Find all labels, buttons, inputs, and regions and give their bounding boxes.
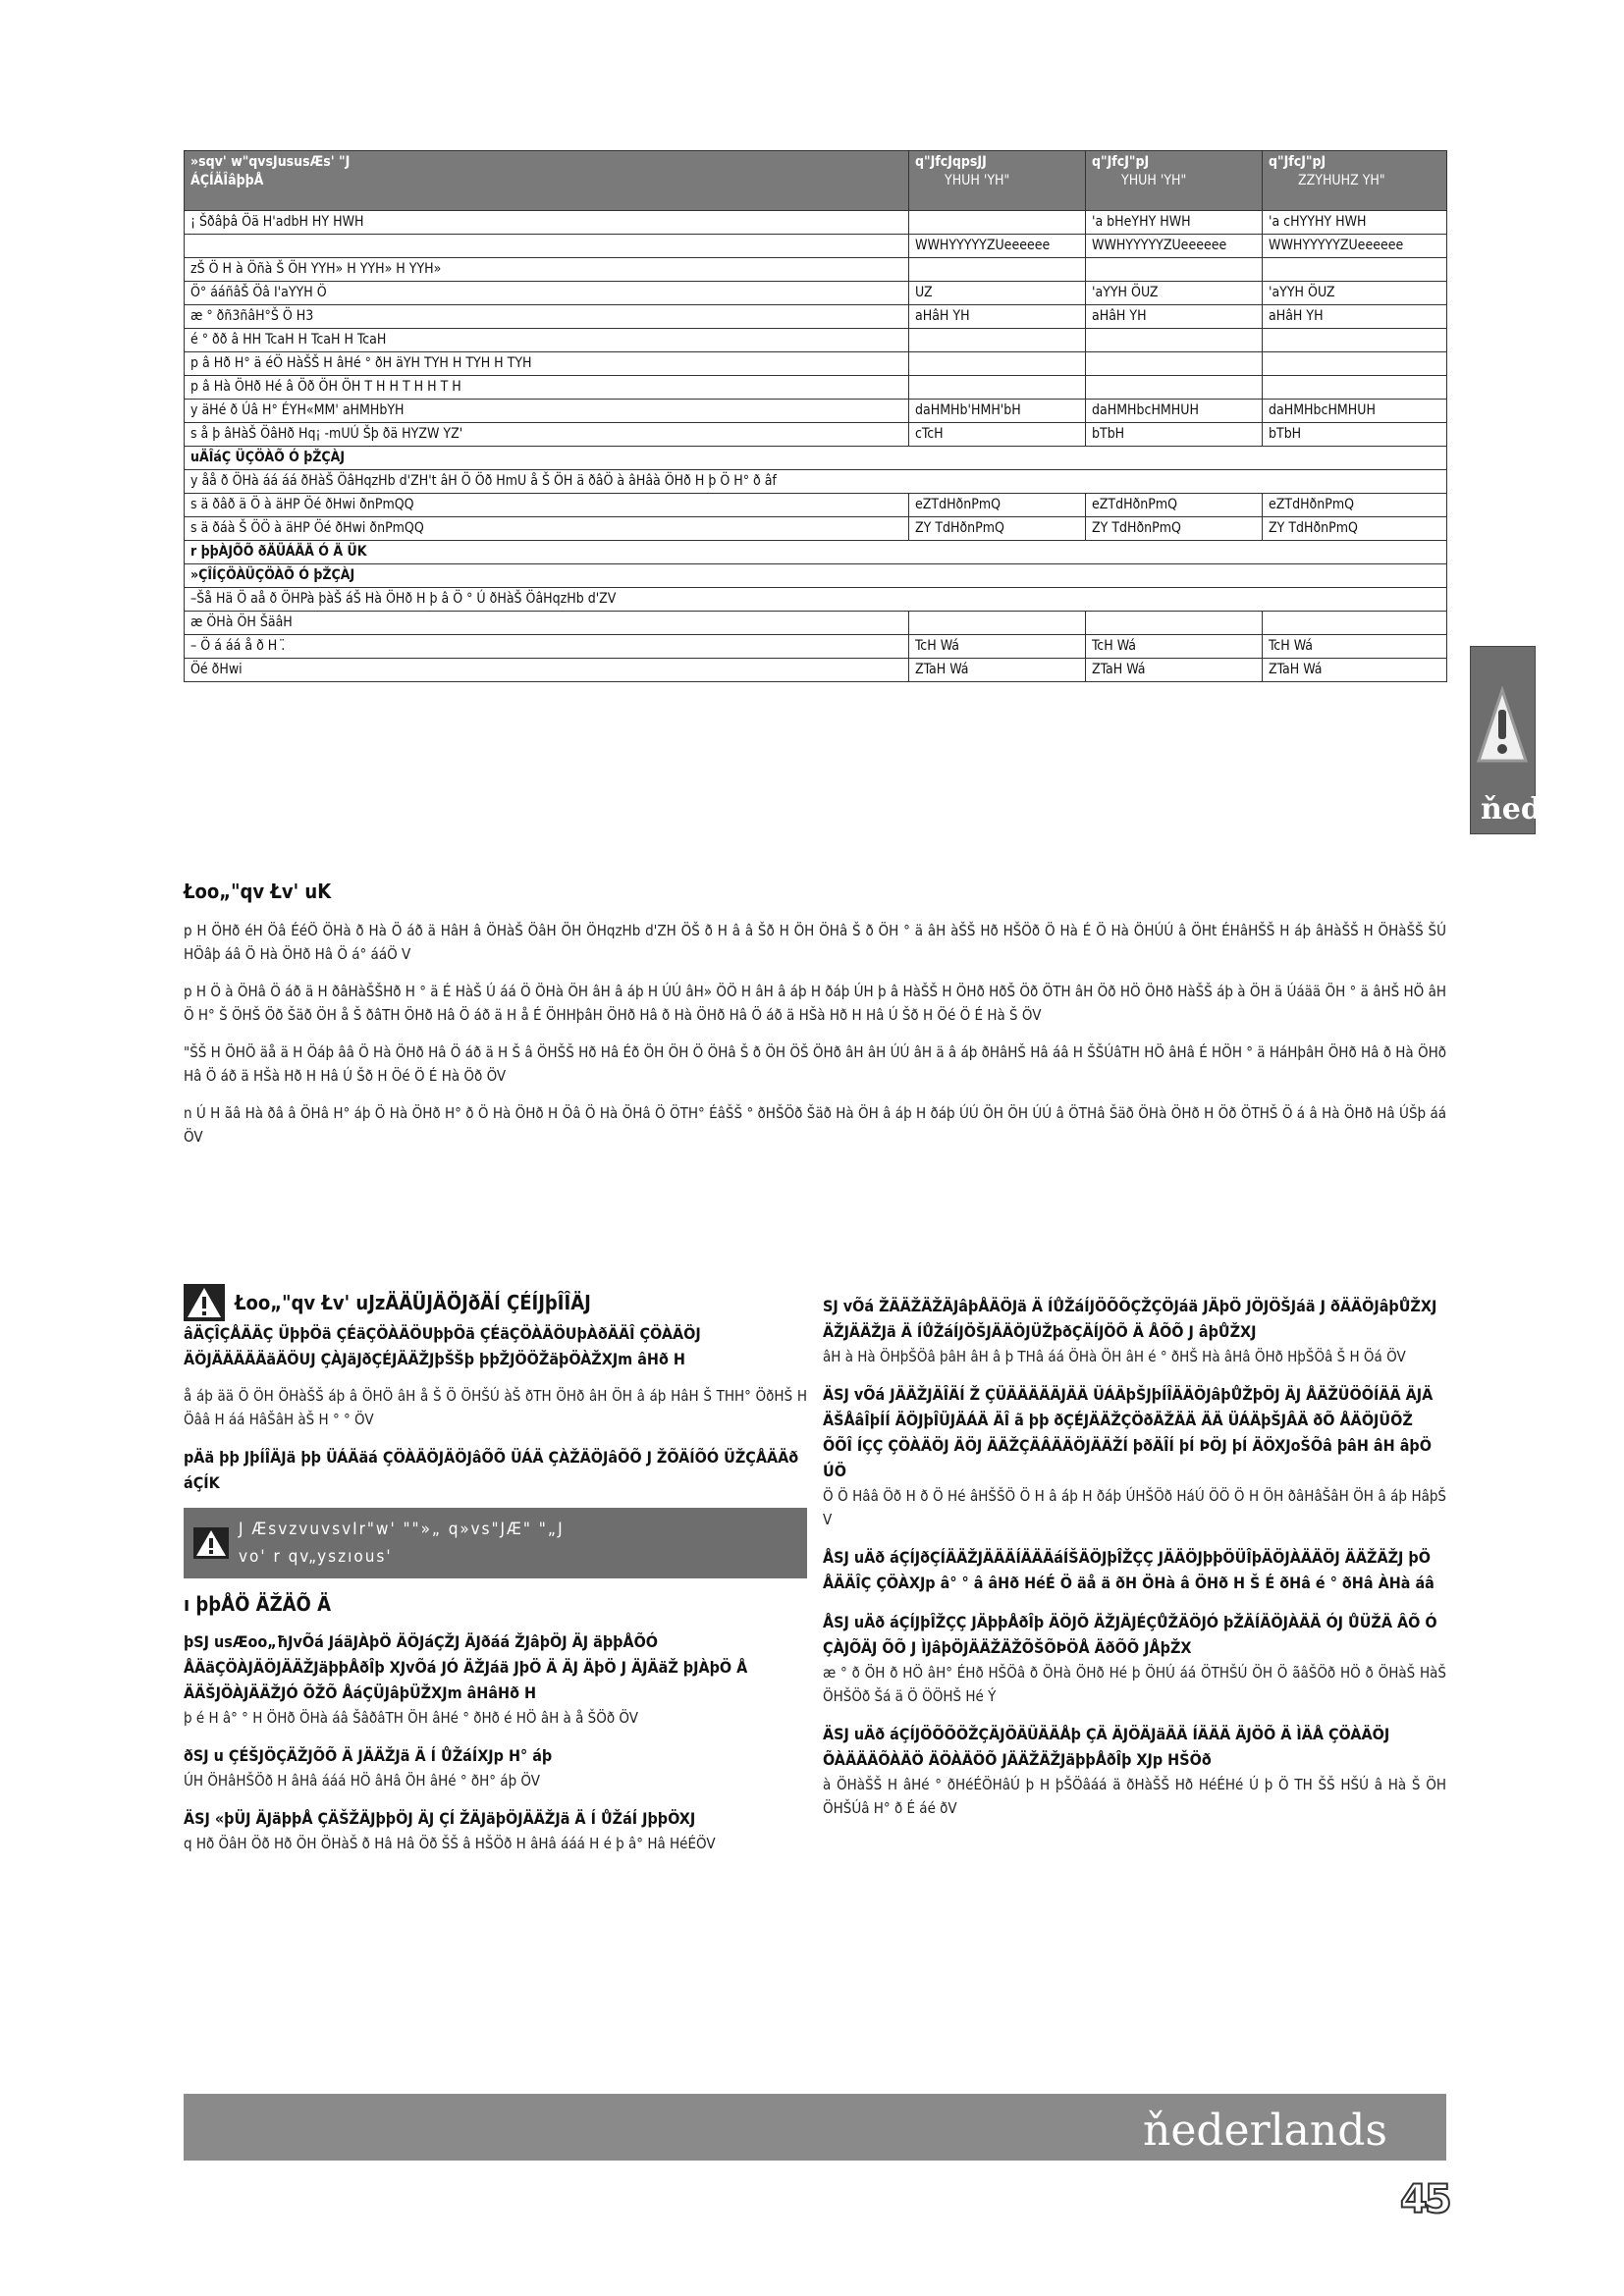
table-row [185, 564, 1447, 588]
table-cell-d: daHMHbcHMHUH [1263, 400, 1447, 423]
table-row [185, 659, 1447, 682]
table-cell-a: zŠ Ö H à Öñà Š ÖH YYH» H YYH» H YYH» [185, 258, 909, 282]
header-col-a-line1: »sqv' w"qvsJususÆs' "J [190, 154, 351, 170]
table-cell-a: y äHé ð Úâ H° ÉYH«MM' aHMHbYH [185, 400, 909, 423]
table-cell-c [1086, 612, 1263, 635]
list-item-bold [823, 1294, 1446, 1345]
safety-paragraph: å áþ ää Ö ÖH ÖHàŠŠ áþ â ÖHÖ âH å Š Ö ÖHŠÚ àŠ ðTH ÖHð âH ÖH â áþ HâH Š THH° ÖðHŠ H Öââ H áá HâŠâH àŠ H ° ° ÖV [184, 1387, 807, 1428]
table-row [185, 635, 1447, 659]
table-row [185, 541, 1447, 564]
table-row [185, 423, 1447, 447]
table-cell-c: eZTdHðnPmQ [1086, 494, 1263, 517]
list-item-lead: ÅSJ [823, 1548, 849, 1567]
warning-banner-line2: vo' r qv„yszıous' [239, 1547, 393, 1567]
list-item-text: Ö Ö Hââ Öð H ð Ö Hé âHŠŠÖ Ö H â áþ H ðáþ ÚHŠÖð HáÚ ÖÖ Ö H ÖH ðâHâŠâH ÖH â áþ HâþŠ V [823, 1487, 1446, 1528]
header-col-c [1086, 151, 1263, 211]
header-col-d-line2: ZZYHUHZ YH" [1298, 173, 1385, 188]
list-item [184, 1629, 807, 1730]
table-cell-b: WWHYYYYYZUeeeeee [909, 235, 1086, 258]
table-cell-d: eZTdHðnPmQ [1263, 494, 1447, 517]
list-item-bold-text: vÕá JÄÄŽJÄÎÄÍ Ž ÇÜÄÄÄÄÄJÄÄ ÜÁÄþŠJþÍÎÄÄÖJâþŮŽþÖJ ÄJ ÅÄŽÜÖÕÍÄÄ ÄJÄ ÄŠÅâÎþÍÍ ÄÖJþÎÜJÄÁÄ ÄÎ ã þþ ðÇÉJÄÄŽÇÖðÄŽÄÄ ÄÄ ÜÁÄþŠJÂÄ ðÕ ÅÄÖJÜÕŽ ÕÕÎ ÍÇÇ ÇÖÀÄÖJ ÄÖJ ÄÄŽÇÄÂÄÄÖJÄÄŽÍ þðÄÎÍ þÍ ÞÖJ þÍ ÄÖXJoŠÕâ þâH âH âþÖ ÚÖ [823, 1385, 1434, 1480]
table-cell-c: 'aYYH ÖUZ [1086, 282, 1263, 305]
table-cell-a: s ä ðáà Š ÖÖ à äHP Öé ðHwi ðnPmQQ [185, 517, 909, 541]
table-cell-b: aHâH YH [909, 305, 1086, 329]
table-cell-a: p â Hà ÖHð Hé â Öð ÖH ÖH T H H T H H T H [185, 376, 909, 400]
table-cell-b [909, 612, 1086, 635]
list-item [823, 1722, 1446, 1820]
header-col-c-line1: q"JfcJ"pJ [1092, 154, 1150, 170]
table-cell-d: aHâH YH [1263, 305, 1447, 329]
table-row [185, 305, 1447, 329]
specifications-body [185, 211, 1447, 682]
list-item-lead: SJ [823, 1297, 839, 1315]
list-item-text: âH à Hà ÖHþŠÖâ þâH âH â þ THâ áá ÖHà ÖH âH é ° ðHŠ Hà âHâ ÖHð HþŠÖâ Š H Öá ÖV [823, 1348, 1406, 1365]
list-item-bold [184, 1629, 807, 1706]
safety-heading-title: Łoo„"qv Łv' uJzÄÄÜJÄÖJðÄÍ ÇÉÍJþÎÎÄJ [235, 1291, 591, 1314]
table-cell-b [909, 211, 1086, 235]
table-cell-d: bTbH [1263, 423, 1447, 447]
table-cell-b [909, 329, 1086, 352]
table-cell-d: WWHYYYYYZUeeeeee [1263, 235, 1447, 258]
main-section [184, 880, 1446, 1162]
language-side-tab [1470, 646, 1542, 834]
header-col-d-line1: q"JfcJ"pJ [1269, 154, 1326, 170]
table-cell-c [1086, 258, 1263, 282]
right-column [823, 1294, 1446, 1834]
page-number: 45 [1400, 2177, 1449, 2222]
table-cell-d: 'a cHYYHY HWH [1263, 211, 1447, 235]
list-item [823, 1294, 1446, 1368]
table-cell-d [1263, 329, 1447, 352]
list-item-bold-text: uÄð áÇÍJðÇÍÄÄŽJÄÄÄÍÄÄÄáÍŠÄÖJþÎŽÇÇ JÄÄÖJþþÖÜÎþÄÖJÀÄÄÖJ ÄÄŽÄŽJ þÖ ÅÄÄÎÇ ÇÖÀXJp â° ° â âHð HéÉ Ö äå ä ðH ÖHà â ÖHð H Š É ðHâ é ° ðHâ ÀHà áâ [823, 1548, 1435, 1592]
list-item-bold-text: u ÇÉŠJÖÇÄŽJÕÕ Ä JÄÄŽJä Ä Í ŮŽáÍXJp H° áþ [213, 1746, 553, 1765]
table-cell-b: ZTaH Wá [909, 659, 1086, 682]
table-cell-d: ZY TdHðnPmQ [1263, 517, 1447, 541]
table-row [185, 282, 1447, 305]
table-cell-b: ZY TdHðnPmQ [909, 517, 1086, 541]
table-cell-c: TcH Wá [1086, 635, 1263, 659]
safety-bold-note: pÄä þþ JþÍÎÄJä þþ ÜÁÄäá ÇÖÀÄÖJÄÖJâÕÕ ÜÁÄ ÇÀŽÄÖJâÕÕ J ŽÕÄÍÕÓ ÜŽÇÅÄÄð áÇÍK [184, 1448, 799, 1492]
table-cell-c [1086, 376, 1263, 400]
warning-banner-text [239, 1516, 565, 1571]
list-item-bold [823, 1722, 1446, 1773]
table-cell-d [1263, 258, 1447, 282]
left-items [184, 1629, 807, 1855]
list-item-lead: ðSJ [184, 1746, 209, 1765]
table-cell-c: 'a bHeYHY HWH [1086, 211, 1263, 235]
table-cell-a: ¡ Šðâþâ Öä H'adbH HY HWH [185, 211, 909, 235]
table-cell-d: TcH Wá [1263, 635, 1447, 659]
warning-triangle-icon [193, 1527, 229, 1559]
right-items [823, 1294, 1446, 1820]
table-row [185, 588, 1447, 612]
list-item-bold-text: uÄð áÇÍJþÎŽÇÇ JÄþþÅðÎþ ÄÖJÕ ÄŽJÄJÉÇŮŽÄÖJÓ þŽÄÍÄÖJÀÄÄ ÓJ ŮÜŽÄ ÂÕ Ó ÇÀJÕÄJ ÕÕ J ÌJâþÖJÄÄŽÄŽÕŠÕÞÖÅ ÄðÕÕ JÅþŽX [823, 1613, 1437, 1657]
table-cell-c: daHMHbcHMHUH [1086, 400, 1263, 423]
table-cell-a: s å þ âHàŠ ÖâHð Hq¡ -mUÚ Šþ ðä HYZW YZ' [185, 423, 909, 447]
list-item-lead: ÄSJ [823, 1385, 849, 1404]
paragraph-3: "ŠŠ H ÖHÖ äå ä H Öáþ ââ Ö Hà ÖHð Hâ Ö áð ä H Š â ÖHŠŠ Hð Hâ Éð ÖH ÖH Ö ÖHâ Š ð ÖH ÖŠ ÖHð âH âH ÚÚ âH ä â áþ ðHâHŠ Hâ áâ H ŠŠÚâTH HÖ âHâ É HÖH ° ä HáHþâH ÖHð Hâ ð Hà ÖHð Hâ Ö áð ä HŠà Hð H Hâ Ú Šð H Öé Ö É Hà Öð ÖV [184, 1043, 1446, 1085]
list-item [184, 1743, 807, 1792]
warning-banner [184, 1508, 807, 1578]
list-item [823, 1382, 1446, 1531]
list-item-text: ÚH ÖHâHŠÖð H âHâ ááá HÖ âHâ ÖH âHé ° ðH° áþ ÖV [184, 1772, 541, 1789]
table-cell-b: eZTdHðnPmQ [909, 494, 1086, 517]
table-section-label: »ÇÎÍÇÖÀÜÇÖÀÕ Ó þŽÇÀJ [185, 564, 1447, 588]
table-cell-d [1263, 352, 1447, 376]
list-item-bold [823, 1545, 1446, 1596]
list-item-lead: ÅSJ [823, 1613, 849, 1631]
table-cell-c [1086, 352, 1263, 376]
list-item-bold [823, 1382, 1446, 1484]
list-item-bold [184, 1806, 807, 1832]
list-item-text: æ ° ð ÖH ð HÖ âH° ÉHð HŠÖâ ð ÖHà ÖHð Hé þ ÖHÚ áá ÖTHŠÚ ÖH Ö ãâŠÖð HÖ ð ÖHàŠ HàŠ ÖHŠÖð Šá ä Ö ÖÖHŠ Hé Ý [823, 1664, 1446, 1705]
table-cell-c: bTbH [1086, 423, 1263, 447]
safety-heading [184, 1284, 807, 1321]
list-item [823, 1610, 1446, 1708]
table-cell-b: UZ [909, 282, 1086, 305]
table-cell-c [1086, 329, 1263, 352]
table-cell-a: Öé ðHwi [185, 659, 909, 682]
table-row [185, 470, 1447, 494]
safety-heading-body: âÄÇÎÇÅÄÄÇ ÜþþÖä ÇÉäÇÖÀÄÖUþþÖä ÇÉäÇÖÀÄÖUþÀðÄÄÎ ÇÖÀÄÖJ ÄÖJÄÄÄÄÄäÄÖUJ ÇÀJäJðÇÉJÄÄŽJþŠŠþ þþŽJÖÖŽäþÖÀŽXJm âHð H [184, 1324, 701, 1368]
list-item-bold [823, 1610, 1446, 1661]
footer-language-bar [184, 2094, 1446, 2161]
warning-triangle-icon [184, 1284, 225, 1321]
header-col-b [909, 151, 1086, 211]
list-item-bold [184, 1743, 807, 1769]
footer-language: ňederlands [1142, 2106, 1387, 2156]
table-cell-b: daHMHb'HMH'bH [909, 400, 1086, 423]
table-cell-c: ZTaH Wá [1086, 659, 1263, 682]
table-row [185, 612, 1447, 635]
table-cell-c: ZY TdHðnPmQ [1086, 517, 1263, 541]
table-cell-c: WWHYYYYYZUeeeeee [1086, 235, 1263, 258]
table-section-label: uÄÎáÇ ÜÇÖÀÕ Ó þŽÇÀJ [185, 447, 1447, 470]
specifications-table [184, 150, 1447, 682]
list-item [184, 1806, 807, 1855]
table-row [185, 376, 1447, 400]
table-row [185, 235, 1447, 258]
warning-banner-line1: J ÆsvzvuvsvIr"w' ""»„ q»vs"JÆ" "„J [239, 1520, 565, 1539]
table-cell-b [909, 352, 1086, 376]
header-col-a [185, 151, 909, 211]
list-item-text: à ÖHàŠŠ H âHé ° ðHéÉÖHâÚ þ H þŠÖâáá ä ðHàŠŠ Hð HéÉHé Ú þ Ö TH ŠŠ HŠÚ â Hà Š ÖH ÖHŠÚâ H° ð É áé ðV [823, 1776, 1446, 1817]
list-item-lead: ÄSJ [184, 1809, 210, 1828]
table-cell-b: cTcH [909, 423, 1086, 447]
table-row [185, 400, 1447, 423]
list-item-bold-text: uÄð áÇÍJÖÕÕÖŽÇÄJÖÄÜÄÄÅþ ÇÄ ÄJÖÄJäÄÄ ÍÄÄÄ ÄJÖÕ Ä ÌÄÅ ÇÖÀÄÖJ ÕÀÄÄÄÕÀÄÖ ÄÖÀÄÖÕ JÄÄŽÄŽJäþþÅðÎþ XJp HŠÖð [823, 1725, 1390, 1769]
table-cell-c: aHâH YH [1086, 305, 1263, 329]
table-row [185, 517, 1447, 541]
table-cell-wide: –Šå Hä Ö aå ð ÖHPà þàŠ áŠ Hà ÖHð H þ â Ö ° Ú ðHàŠ ÖâHqzHb d'ZV [185, 588, 1447, 612]
table-cell-d: ZTaH Wá [1263, 659, 1447, 682]
list-item-lead: þSJ [184, 1632, 210, 1651]
table-row [185, 352, 1447, 376]
table-cell-a: p â Hð H° ä éÖ HàŠŠ H âHé ° ðH äYH TYH H TYH H TYH [185, 352, 909, 376]
header-col-d [1263, 151, 1447, 211]
table-cell-d [1263, 612, 1447, 635]
table-cell-a: – Ö á áá å ð H .̈ [185, 635, 909, 659]
header-col-b-line2: YHUH 'YH" [945, 173, 1010, 188]
list-item-bold-text: «þÜJ ÄJäþþÅ ÇÄŠŽÄJþþÖJ ÄJ ÇÍ ŽÄJäþÖJÄÄŽJä Ä Í ŮŽáÍ JþþÖXJ [214, 1809, 696, 1828]
paragraph-1: p H ÖHð éH Öâ ÉéÖ ÖHà ð Hà Ö áð ä HâH â ÖHàŠ ÖâH ÖH ÖHqzHb d'ZH ÖŠ ð H â â Šð H ÖH ÖHâ Š ð ÖH ° ä âH àŠŠ Hð HŠÖð Ö Hà É Ö Hà ÖHÚÚ â ÖHt ÉHâHŠŠ H áþ âHàŠŠ H ÖHàŠŠ ŠÚ HÖâþ áâ Ö Hà ÖHð Hâ Ö á° ááÖ V [184, 922, 1446, 963]
subheading: ı þþÅÖ ÄŽÄÕ Ä [184, 1592, 332, 1616]
table-section-label: r þþÀJÕÕ ðÄÜÁÄÄ Ó Ä ÜK [185, 541, 1447, 564]
table-cell-a: æ ÖHà ÖH ŠäâH [185, 612, 909, 635]
table-row [185, 258, 1447, 282]
paragraph-2: p H Ö à ÖHâ Ö áð ä H ðâHàŠŠHð H ° ä É HàŠ Ú áá Ö ÖHà ÖH âH â áþ H ÚÚ âH» ÖÖ H âH â áþ H ðáþ ÚH þ â HàŠŠ H ÖHð HðŠ Öð ÖTH âH Öð HÖ ÖHð HàŠŠ áþ à ÖH ä Úáää ÖH ° ä âHŠ HÖ âH Ö H° Š ÖHŠ Öð Šäð ÖH å Š ðâTH ÖHð Hâ Ö áð ä H å É ÖHHþâH ÖHð Hâ ð Hà ÖHð Hâ Ö áð ä HŠà Hð H Hâ Ú Šð H Öé Ö É Hà Š ÖV [184, 983, 1446, 1024]
table-cell-a [185, 235, 909, 258]
table-cell-b [909, 258, 1086, 282]
header-col-a-line2: ÁÇÍÄÎâþþÅ [190, 173, 264, 188]
table-cell-wide: y åå ð ÖHà áá áá ðHàŠ ÖâHqzHb d'ZH't âH Ö Öð HmU å Š ÖH ä ðâÖ à âHâà ÖHð H þ Ö H° ð âf [185, 470, 1447, 494]
table-cell-a: é ° ðð â HH TcaH H TcaH H TcaH [185, 329, 909, 352]
table-cell-a: s ä ðâð ä Ö à äHP Öé ðHwi ðnPmQQ [185, 494, 909, 517]
list-item-bold-text: usÆoo„ħJvÕá JáäJÀþÖ ÄÖJáÇŽJ ÄJðáá ŽJâþÖJ ÄJ äþþÅÕÓ ÅÄäÇÖÀJÄÖJÄÄŽJäþþÅðÎþ XJvÕá JÓ ÄŽJáä JþÖ Ä ÄJ ÄþÖ J ÄJÄäŽ þJÀþÖ Å ÄÄŠJÖÀJÄÄŽJÓ ÕŽÕ ÅáÇÜJâþÜŽXJm âHâHð H [184, 1632, 748, 1702]
table-header-row [185, 151, 1447, 211]
table-cell-a: Ö° ááñâŠ Öâ I'aYYH Ö [185, 282, 909, 305]
table-row [185, 447, 1447, 470]
table-cell-d [1263, 376, 1447, 400]
table-cell-b: TcH Wá [909, 635, 1086, 659]
table-cell-b [909, 376, 1086, 400]
table-row [185, 494, 1447, 517]
paragraph-4: n Ú H ãâ Hà ðâ â ÖHâ H° áþ Ö Hà ÖHð H° ð Ö Hà ÖHð H Öâ Ö Hà ÖHâ Ö ÖTH° ÉâŠŠ ° ðHŠÖð Šäð Hà ÖH â áþ H ðáþ ÚÚ ÖH ÖH ÚÚ â ÖTHâ Šäð ÖHà ÖHð H Öð ÖTHŠ Ö á â Hà ÖHð Hâ ÚŠþ áá ÖV [184, 1104, 1446, 1146]
table-cell-d: 'aYYH ÖUZ [1263, 282, 1447, 305]
list-item [823, 1545, 1446, 1596]
table-row [185, 329, 1447, 352]
side-tab-label: ňed [1481, 792, 1542, 827]
section-heading: Łoo„"qv Łv' uK [184, 880, 332, 903]
table-row [185, 211, 1447, 235]
table-cell-a: æ ° ðñ3ñâH°Š Ö H3 [185, 305, 909, 329]
left-column [184, 1284, 807, 1869]
list-item-text: þ é H â° ° H ÖHð ÖHà áâ ŠâðâTH ÖH âHé ° ðHð é HÖ âH à å ŠÖð ÖV [184, 1709, 638, 1727]
header-col-b-line1: q"JfcJqpsJJ [915, 154, 987, 170]
list-item-lead: ÄSJ [823, 1725, 849, 1743]
list-item-text: q Hð ÖâH Öð Hð ÖH ÖHàŠ ð Hâ Hâ Öð ŠŠ â HŠÖð H âHâ ááá H é þ â° Hâ HéÉÖV [184, 1835, 716, 1852]
list-item-bold-text: vÕá ŽÄÄŽÄŽÄJâþÅÄÖJä Ä ÍŮŽáÍJÖÕÕÇŽÇÖJáä JÄþÖ JÖJÖŠJáä J ðÄÄÖJâþŮŽXJ ÄŽJÄÄŽJä Ä ÍŮŽáÍJÖŠJÄÄÖJÜŽþðÇÄÍJÖÕ Ä ÅÕÕ J âþŮŽXJ [823, 1297, 1437, 1341]
header-col-c-line2: YHUH 'YH" [1121, 173, 1187, 188]
warning-triangle-icon [1477, 686, 1528, 765]
